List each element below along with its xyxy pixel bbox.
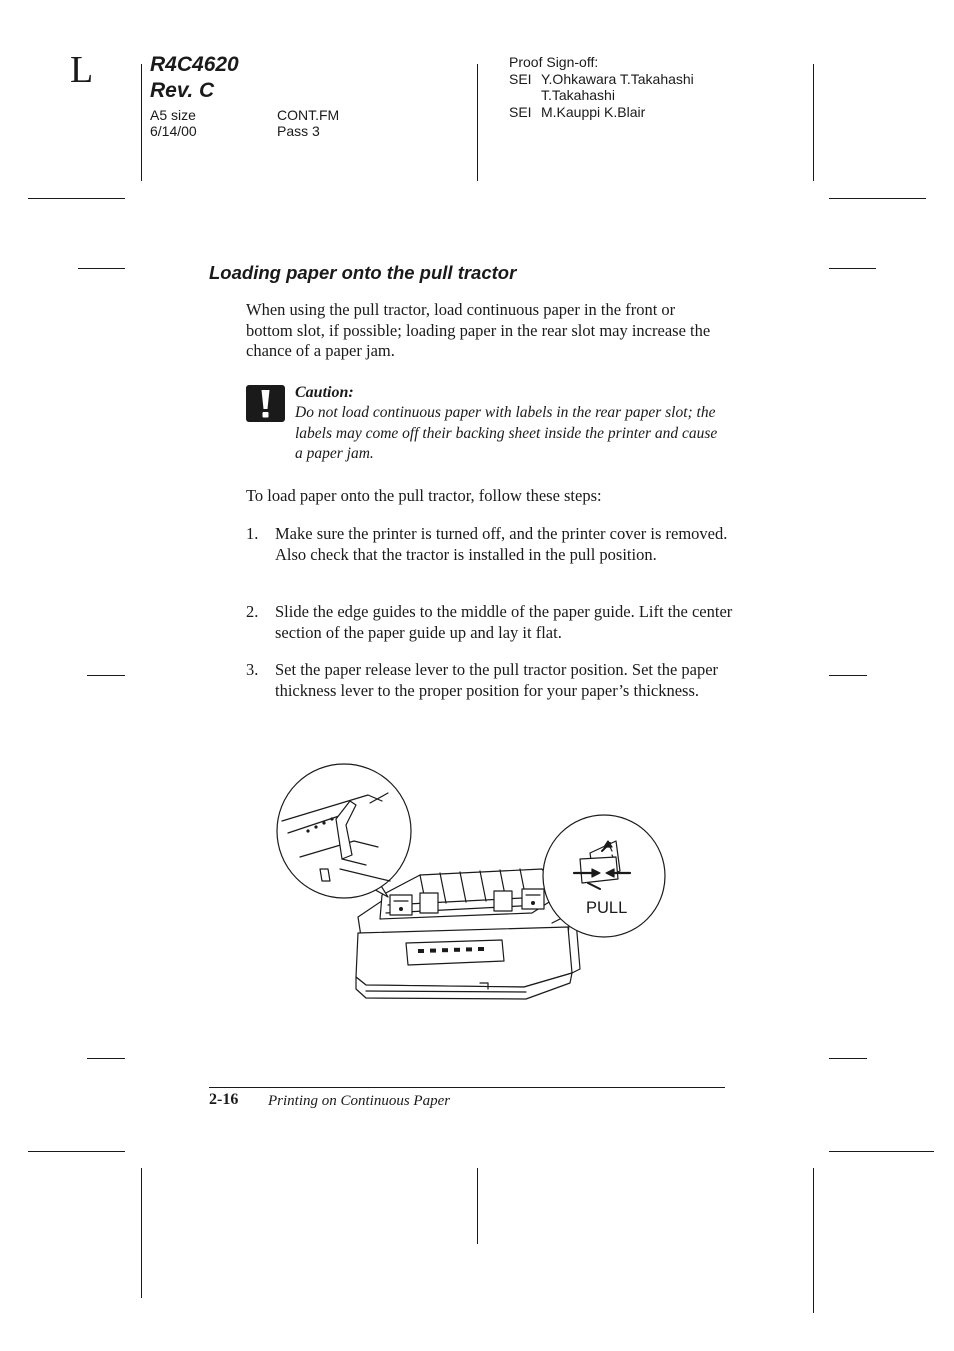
trim-mark-left-upper: [78, 268, 125, 269]
proof-org-1: SEI: [509, 71, 532, 87]
caution-icon: [246, 385, 285, 422]
pull-position-callout: [543, 815, 665, 937]
step-2-number: 2.: [246, 602, 259, 621]
proof-names-3: M.Kauppi K.Blair: [541, 104, 646, 120]
trim-mark-right-mid: [829, 675, 867, 676]
crop-mark-bottom-right-v: [813, 1168, 814, 1313]
crop-mark-top-right-v: [813, 64, 814, 181]
crop-mark-top-left-v: [141, 64, 142, 181]
proof-org-3: SEI: [509, 104, 532, 120]
crop-mark-bottom-center-v: [477, 1168, 478, 1244]
pull-tractor: [380, 869, 560, 919]
model-code: R4C4620: [150, 53, 239, 76]
revision: Rev. C: [150, 79, 215, 102]
pull-label: PULL: [586, 899, 628, 917]
crop-mark-bottom-left-v: [141, 1168, 142, 1298]
step-3-number: 3.: [246, 660, 259, 679]
proof-names-2: T.Takahashi: [541, 87, 615, 103]
crop-mark-bottom-right-h: [829, 1151, 934, 1152]
chapter-title: Printing on Continuous Paper: [268, 1093, 451, 1109]
step-3-text: Set the paper release lever to the pull tractor position. Set the paper thickness lever to the proper position for your paper’s thickness.: [275, 660, 719, 700]
doc-date: 6/14/00: [150, 123, 197, 139]
section-heading: Loading paper onto the pull tractor: [209, 262, 517, 283]
caution-title: Caution:: [295, 384, 354, 401]
crop-mark-top-right-h: [829, 198, 926, 199]
proof-signoff-label: Proof Sign-off:: [509, 54, 599, 70]
crop-mark-top-center-v: [477, 64, 478, 181]
trim-mark-right-upper: [829, 268, 876, 269]
exclamation-icon: [246, 385, 285, 422]
paper-size: A5 size: [150, 107, 196, 123]
page-number: 2-16: [209, 1091, 239, 1108]
trim-mark-right-lower: [829, 1058, 867, 1059]
crop-mark-bottom-left-h: [28, 1151, 125, 1152]
steps-intro: To load paper onto the pull tractor, follow these steps:: [246, 486, 602, 505]
printer-illustration: [270, 755, 680, 1020]
step-1-text: Make sure the printer is turned off, and the printer cover is removed. Also check that the tractor is installed in the pull position.: [275, 524, 728, 564]
trim-mark-left-mid: [87, 675, 125, 676]
crop-mark-top-left-h: [28, 198, 125, 199]
footer-rule: [209, 1087, 725, 1088]
step-1-number: 1.: [246, 524, 259, 543]
file-name: CONT.FM: [277, 107, 340, 123]
proof-names-1: Y.Ohkawara T.Takahashi: [541, 71, 694, 87]
lever-detail-callout: [277, 764, 411, 898]
caution-text: Do not load continuous paper with labels in the rear paper slot; the labels may come off their backing sheet inside the printer and cause a paper jam.: [295, 404, 718, 462]
pass-number: Pass 3: [277, 123, 320, 139]
trim-mark-left-lower: [87, 1058, 125, 1059]
step-2-text: Slide the edge guides to the middle of the paper guide. Lift the center section of the paper guide up and lay it flat.: [275, 602, 733, 642]
corner-mark: L: [70, 49, 94, 91]
intro-paragraph: When using the pull tractor, load continuous paper in the front or bottom slot, if possible; loading paper in the rear slot may increase the chance of a paper jam.: [246, 300, 711, 360]
